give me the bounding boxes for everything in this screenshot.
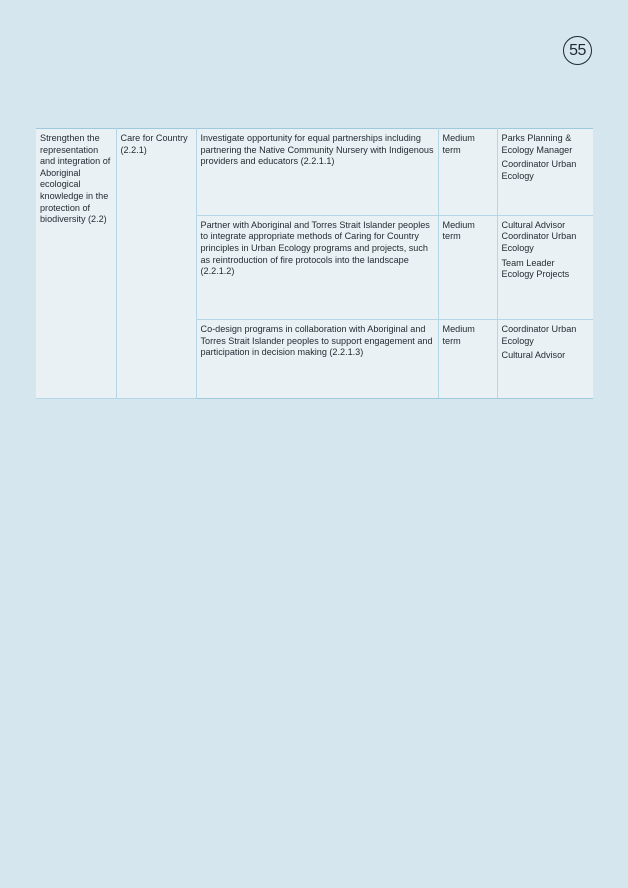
responsible-cell (497, 320, 593, 399)
page-number: 55 (563, 36, 592, 65)
responsible-item: Coordinator Urban Ecology (501, 159, 577, 181)
responsible-item: Cultural Advisor Coordinator Urban Ecology (501, 219, 577, 254)
action-cell: Co-design programs in collaboration with Aboriginal and Torres Strait Islander peoples to support engagement and participation in decision making (2.2.1.3) (196, 320, 438, 399)
timeframe-cell: Medium term (438, 320, 497, 399)
action-cell: Partner with Aboriginal and Torres Strait Islander peoples to integrate appropriate methods of Caring for Country principles in Urban Ecology programs and projects, such as reintroduction of fire protocols into the landscape (2.2.1.2) (196, 215, 438, 319)
objective-cell: Strengthen the representation and integration of Aboriginal ecological knowledge in the protection of biodiversity (2.2) (36, 129, 116, 399)
strategy-cell: Care for Country (2.2.1) (116, 129, 196, 399)
action-cell: Investigate opportunity for equal partnerships including partnering the Native Community Nursery with Indigenous providers and educators (2.2.1.1) (196, 129, 438, 216)
timeframe-cell: Medium term (438, 129, 497, 216)
table-row (36, 129, 593, 216)
responsible-item: Coordinator Urban Ecology (501, 324, 577, 346)
responsible-item: Team Leader Ecology Projects (501, 257, 570, 280)
timeframe-cell: Medium term (438, 215, 497, 319)
responsible-item: Cultural Advisor (501, 350, 566, 361)
responsible-item: Parks Planning & Ecology Manager (501, 133, 573, 155)
responsible-cell (497, 215, 593, 319)
responsible-cell (497, 129, 593, 216)
action-plan-table (36, 128, 593, 399)
